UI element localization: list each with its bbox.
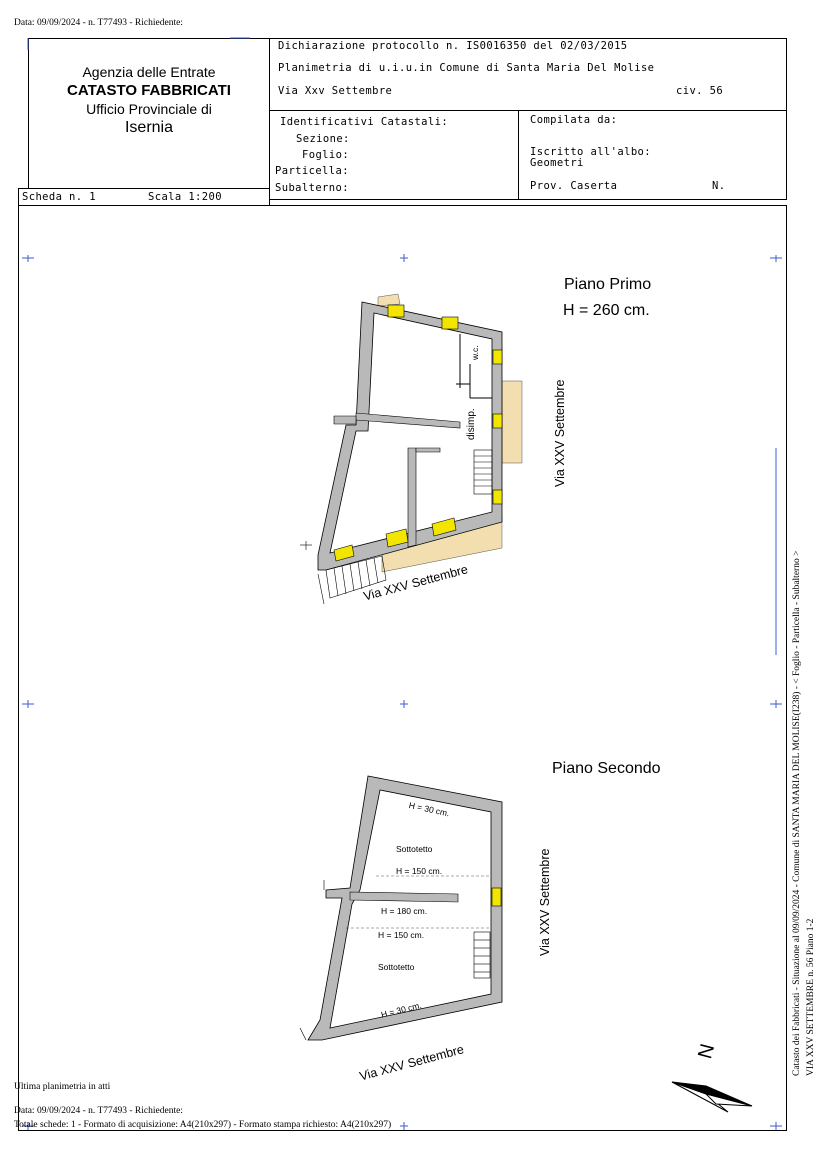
floor-plan-primo (300, 294, 522, 604)
piano-primo-title: Piano Primo (564, 276, 652, 293)
inner-stairs (474, 450, 492, 494)
ident-subalterno: Subalterno: (275, 182, 349, 194)
h150-a: H = 150 cm. (396, 866, 443, 876)
height-lines (346, 876, 491, 928)
partition-left (334, 416, 356, 424)
h30-bottom: H = 30 cm. (380, 999, 423, 1020)
address-via: Via Xxv Settembre (278, 85, 393, 97)
ident-title: Identificativi Catastali: (280, 116, 449, 128)
footer-ultima: Ultima planimetria in atti (14, 1082, 111, 1092)
ident-sezione: Sezione: (296, 133, 350, 145)
dichiarazione: Dichiarazione protocollo n. IS0016350 del 02/03/2015 (278, 40, 628, 52)
h150-b: H = 150 cm. (378, 930, 425, 940)
street-side-primo: Via XXV Settembre (553, 379, 567, 487)
planimetria: Planimetria di u.i.u.in Comune di Santa Maria Del Molise (278, 62, 655, 74)
street-bottom-secondo: Via XXV Settembre (358, 1042, 466, 1084)
agency-name: Agenzia delle Entrate (82, 64, 216, 80)
iscritto-label: Iscritto all'albo: (530, 146, 651, 158)
footer-totale: Totale schede: 1 - Formato di acquisizione: A4(210x297) - Formato stampa richiesto: A4(210x297) (14, 1120, 392, 1130)
partition-stub (416, 448, 440, 452)
partition-vertical (408, 448, 416, 547)
street-bottom-primo: Via XXV Settembre (362, 562, 470, 604)
ident-particella: Particella: (275, 165, 349, 177)
footer-data: Data: 09/09/2024 - n. T77493 - Richiedente: (14, 1106, 183, 1116)
ufficio-label: Ufficio Provinciale di (86, 101, 212, 117)
north-arrow-icon (672, 1082, 752, 1112)
top-line: Data: 09/09/2024 - n. T77493 - Richiedente: (14, 18, 183, 28)
geometri-label: Geometri (530, 157, 584, 169)
address-civ: civ. 56 (676, 85, 724, 97)
top-tan (378, 294, 400, 306)
window-secondo (492, 888, 501, 906)
piano-primo-height: H = 260 cm. (563, 302, 650, 319)
balcony-side (502, 381, 522, 463)
stairs-2 (474, 932, 490, 978)
scheda-scala: Scala 1:200 (148, 191, 222, 203)
ident-foglio: Foglio: (302, 149, 350, 161)
sottotetto-2: Sottotetto (378, 962, 415, 972)
scheda-number: Scheda n. 1 (22, 191, 96, 203)
office-city: Isernia (124, 119, 174, 136)
prov-label: Prov. Caserta (530, 180, 618, 192)
n-label: N. (712, 180, 726, 192)
catasto-title: CATASTO FABBRICATI (67, 82, 231, 99)
piano-secondo-title: Piano Secondo (552, 760, 661, 777)
partition-wall (356, 413, 460, 428)
side-text-line2: VIA XXV SETTEMBRE n. 56 Piano 1-2 (806, 918, 816, 1076)
disimp-label: disimp. (466, 408, 477, 440)
h180: H = 180 cm. (381, 906, 428, 916)
sottotetto-1: Sottotetto (396, 844, 433, 854)
wc-label: w.c. (470, 345, 480, 360)
h30-top: H = 30 cm. (407, 800, 451, 819)
side-text-line1: Catasto dei Fabbricati - Situazione al 09/09/2024 - Comune di SANTA MARIA DEL MOLISE(I238) - < Foglio - Particella - Subalterno > (792, 550, 802, 1076)
compilata-title: Compilata da: (530, 114, 618, 126)
north-label: N (694, 1041, 720, 1062)
street-side-secondo: Via XXV Settembre (538, 848, 552, 956)
partition-2 (350, 892, 458, 902)
